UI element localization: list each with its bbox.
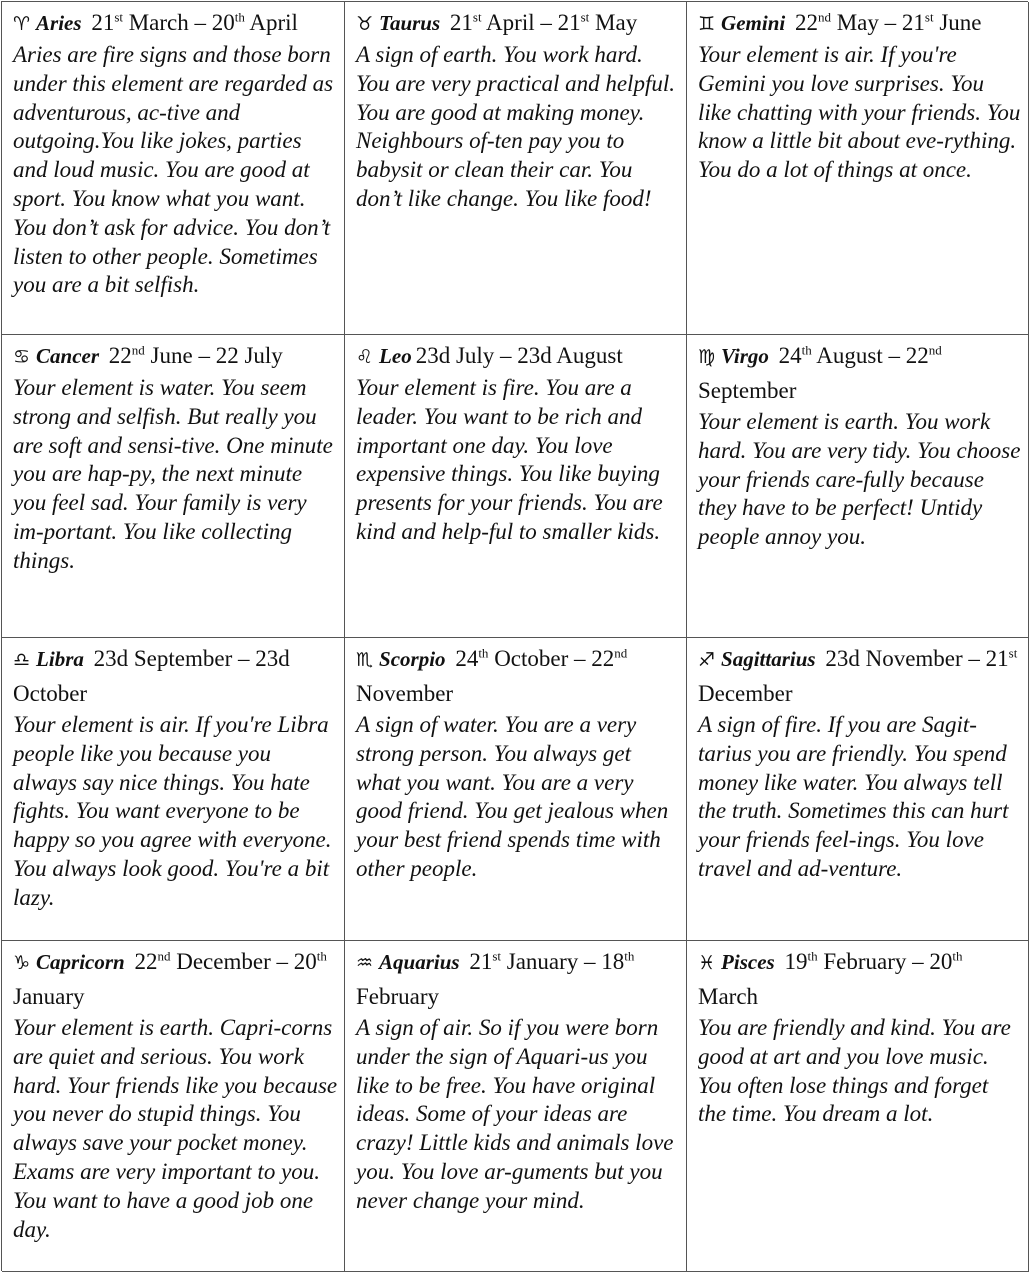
date-part: February – 20 [817, 949, 953, 974]
sign-heading [13, 945, 338, 1014]
date-suffix: th [952, 948, 963, 964]
sign-name: Aquarius [379, 950, 460, 974]
zodiac-cell-aquarius [345, 941, 687, 1272]
date-suffix: th [801, 342, 812, 358]
sign-name: Capricorn [36, 950, 125, 974]
date-part: December [698, 681, 793, 706]
zodiac-cell-aries [2, 2, 345, 335]
zodiac-cell-scorpio [345, 638, 687, 941]
sign-heading [356, 642, 680, 711]
date-part: 24 [455, 646, 479, 671]
sign-heading [698, 6, 1022, 41]
date-part: 24 [778, 343, 802, 368]
sign-description: Your element is earth. Capri-corns are quiet and serious. You work hard. Your friends like you because you never do stupid things. You always save your pocket money. Exams are very important to you. You want to have a good job one day. [13, 1015, 338, 1242]
date-part: 23d November – 21 [825, 646, 1009, 671]
sign-description: A sign of earth. You work hard. You are very practical and helpful. You are good at making money. Neighbours of-ten pay you to babysit or clean their car. You don’t like change. You like food! [356, 42, 675, 211]
taurus-symbol-icon: ♉ [356, 13, 374, 35]
aquarius-symbol-icon: ♒ [356, 952, 374, 974]
zodiac-cell-sagittarius [687, 638, 1029, 941]
cancer-symbol-icon: ♋ [13, 346, 31, 368]
zodiac-cell-gemini [687, 2, 1029, 335]
zodiac-cell-taurus [345, 2, 687, 335]
date-part: November [356, 681, 454, 706]
zodiac-cell-libra [2, 638, 345, 941]
date-part: October – 22 [488, 646, 615, 671]
sign-heading [356, 945, 680, 1014]
sign-heading [13, 642, 338, 711]
date-suffix: st [114, 9, 123, 25]
date-part: 22 [108, 343, 132, 368]
date-part: September [698, 378, 797, 403]
date-suffix: nd [817, 9, 831, 25]
sign-name: Aries [36, 11, 82, 35]
date-suffix: th [316, 948, 327, 964]
sign-description: A sign of fire. If you are Sagit-tarius you are friendly. You spend money like water. You always tell the truth. Sometimes this can hurt your friends feel-ings. You love travel and ad-venture. [698, 712, 1009, 881]
sign-name: Leo [379, 344, 412, 368]
date-suffix: nd [157, 948, 171, 964]
date-suffix: th [624, 948, 635, 964]
pisces-symbol-icon: ♓ [698, 952, 716, 974]
date-suffix: nd [131, 342, 145, 358]
date-part: April – 21 [481, 10, 581, 35]
virgo-symbol-icon: ♍ [698, 346, 716, 368]
sign-heading [698, 339, 1022, 408]
date-suffix: th [478, 645, 489, 661]
date-suffix: st [492, 948, 502, 964]
zodiac-cell-cancer [2, 335, 345, 638]
zodiac-cell-capricorn [2, 941, 345, 1272]
sign-description: Your element is fire. You are a leader. You want to be rich and important one day. You love expensive things. You like buying presents for your friends. You are kind and help-ful to smaller kids. [356, 375, 663, 544]
date-part: 19 [784, 949, 808, 974]
zodiac-cell-leo [345, 335, 687, 638]
date-part: 21 [469, 949, 493, 974]
scorpio-symbol-icon: ♏ [356, 649, 374, 671]
sign-description: Your element is air. If you're Libra people like you because you always say nice things. You hate fights. You want everyone to be happy so you agree with everyone. You always look good. You're a bit lazy. [13, 712, 332, 910]
date-suffix: st [580, 9, 590, 25]
sign-description: You are friendly and kind. You are good at art and you love music. You often lose things and forget the time. You dream a lot. [698, 1015, 1011, 1127]
date-suffix: st [1008, 645, 1018, 661]
sign-name: Virgo [721, 344, 769, 368]
date-part: February [356, 984, 440, 1009]
date-part: June [933, 10, 982, 35]
date-part: December – 20 [170, 949, 317, 974]
date-part: June – 22 July [144, 343, 283, 368]
sign-name: Scorpio [379, 647, 446, 671]
date-suffix: nd [928, 342, 942, 358]
sign-name: Sagittarius [721, 647, 816, 671]
aries-symbol-icon: ♈ [13, 13, 31, 35]
date-part: January [13, 984, 85, 1009]
sign-description: A sign of water. You are a very strong person. You always get what you want. You are a very good friend. You get jealous when your best friend spends time with other people. [356, 712, 669, 881]
sign-heading [356, 339, 680, 374]
sign-heading [356, 6, 680, 41]
date-part: 22 [134, 949, 158, 974]
date-part: May – 21 [830, 10, 925, 35]
date-part: April [244, 10, 298, 35]
date-suffix: th [807, 948, 818, 964]
sagittarius-symbol-icon: ♐ [698, 649, 716, 671]
zodiac-cell-virgo [687, 335, 1029, 638]
date-suffix: st [924, 9, 934, 25]
date-part: 22 [794, 10, 818, 35]
sign-heading [13, 339, 338, 374]
sign-heading [698, 945, 1022, 1014]
zodiac-cell-pisces [687, 941, 1029, 1272]
sign-name: Pisces [721, 950, 775, 974]
sign-description: Aries are fire signs and those born under this element are regarded as adventurous, ac-tive and outgoing.You like jokes, parties and loud music. You are good at sport. You know what you want. You don’t ask for advice. You don’t listen to other people. Sometimes you are a bit selfish. [13, 42, 334, 298]
date-part: 21 [91, 10, 115, 35]
gemini-symbol-icon: ♊ [698, 13, 716, 35]
leo-symbol-icon: ♌ [356, 346, 374, 368]
date-part: 23d July – 23d August [415, 343, 623, 368]
sign-description: Your element is water. You seem strong and selfish. But really you are soft and sensi-tive. One minute you are hap-py, the next minute you feel sad. Your family is very im-portant. You like collecting things. [13, 375, 333, 573]
sign-heading [698, 642, 1022, 711]
sign-heading [13, 6, 338, 41]
date-part: May [589, 10, 638, 35]
date-part: 23d September – 23d October [13, 646, 290, 706]
sign-description: A sign of air. So if you were born under the sign of Aquari-us you like to be free. You have original ideas. Some of your ideas are crazy! Little kids and animals love you. You love ar-guments but you never change your mind. [356, 1015, 674, 1213]
zodiac-table [1, 1, 1028, 1271]
date-part: August – 22 [811, 343, 929, 368]
sign-name: Gemini [721, 11, 786, 35]
capricorn-symbol-icon: ♑ [13, 952, 31, 974]
date-suffix: nd [614, 645, 628, 661]
sign-name: Libra [36, 647, 84, 671]
sign-name: Cancer [36, 344, 100, 368]
sign-description: Your element is air. If you're Gemini you love surprises. You like chatting with your friends. You know a little bit about eve-rything. You do a lot of things at once. [698, 42, 1021, 183]
sign-name: Taurus [379, 11, 441, 35]
libra-symbol-icon: ♎ [13, 649, 31, 671]
date-part: 21 [449, 10, 473, 35]
date-part: March – 20 [122, 10, 235, 35]
date-part: March [698, 984, 759, 1009]
date-part: January – 18 [501, 949, 625, 974]
date-suffix: st [472, 9, 482, 25]
date-suffix: th [234, 9, 245, 25]
sign-description: Your element is earth. You work hard. You are very tidy. You choose your friends care-fully because they have to be perfect! Untidy people annoy you. [698, 409, 1021, 550]
